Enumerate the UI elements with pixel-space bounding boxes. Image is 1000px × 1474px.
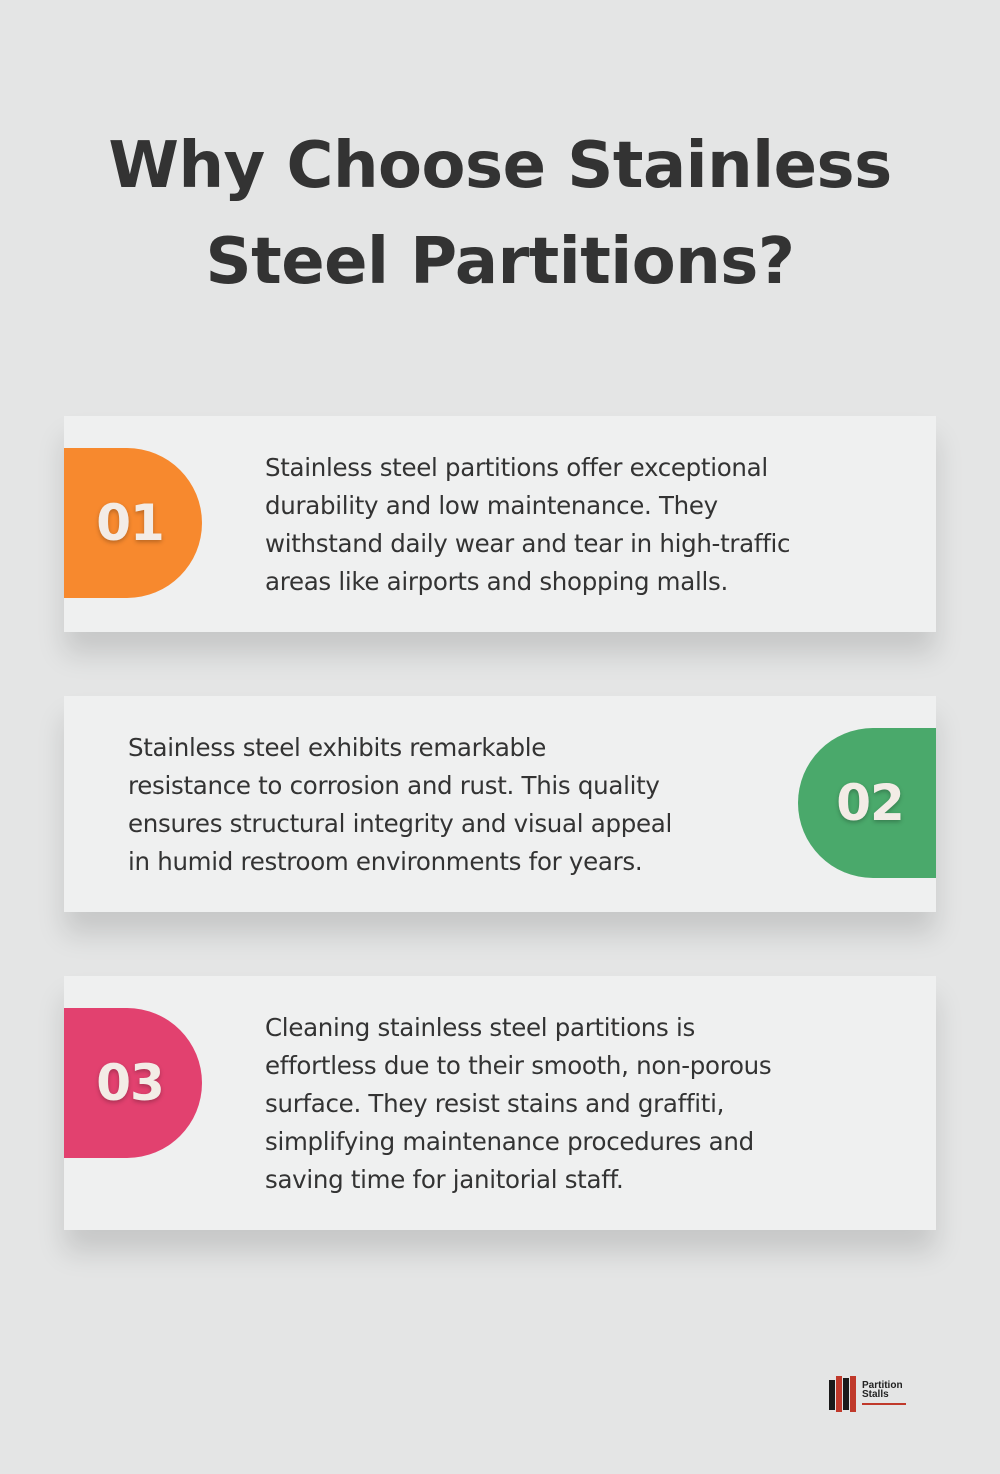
reason-text-line: durability and low maintenance. They (265, 491, 718, 520)
page-title-line-2: Steel Partitions? (205, 225, 795, 299)
reason-text-line: surface. They resist stains and graffiti, (265, 1089, 725, 1118)
reason-card-corrosion (64, 696, 936, 912)
reason-text (128, 729, 768, 881)
logo-bar (850, 1376, 856, 1412)
reason-text-line: Cleaning stainless steel partitions is (265, 1013, 695, 1042)
logo-bar (829, 1380, 835, 1410)
reason-card-cleaning (64, 976, 936, 1230)
logo-wordmark-line-2: Stalls (862, 1389, 889, 1400)
logo-bars-icon (829, 1376, 857, 1412)
number-badge-label: 01 (96, 494, 164, 552)
reason-text (265, 449, 905, 601)
reason-text-line: ensures structural integrity and visual appeal (128, 809, 672, 838)
reason-card-durability (64, 416, 936, 632)
reason-text-line: effortless due to their smooth, non-porous (265, 1051, 772, 1080)
number-badge (64, 1008, 202, 1158)
partition-stalls-logo (829, 1376, 909, 1412)
number-badge-label: 02 (836, 774, 904, 832)
logo-wordmark-line-1: Partition (862, 1380, 903, 1391)
logo-bar (843, 1378, 849, 1410)
reason-text-line: Stainless steel exhibits remarkable (128, 733, 547, 762)
reason-text-line: resistance to corrosion and rust. This quality (128, 771, 660, 800)
reason-text-line: areas like airports and shopping malls. (265, 567, 728, 596)
reason-text-line: in humid restroom environments for years. (128, 847, 643, 876)
reason-text (265, 1009, 905, 1199)
number-badge (64, 448, 202, 598)
number-badge (798, 728, 936, 878)
page-title-line-1: Why Choose Stainless (108, 129, 892, 203)
reason-text-line: simplifying maintenance procedures and (265, 1127, 754, 1156)
reason-text-line: Stainless steel partitions offer exceptional (265, 453, 768, 482)
page-title (0, 118, 1000, 310)
number-badge-label: 03 (96, 1054, 164, 1112)
logo-bar (836, 1376, 842, 1412)
logo-underline (862, 1403, 906, 1405)
reason-text-line: saving time for janitorial staff. (265, 1165, 624, 1194)
reason-text-line: withstand daily wear and tear in high-traffic (265, 529, 791, 558)
logo-wordmark (862, 1381, 903, 1399)
